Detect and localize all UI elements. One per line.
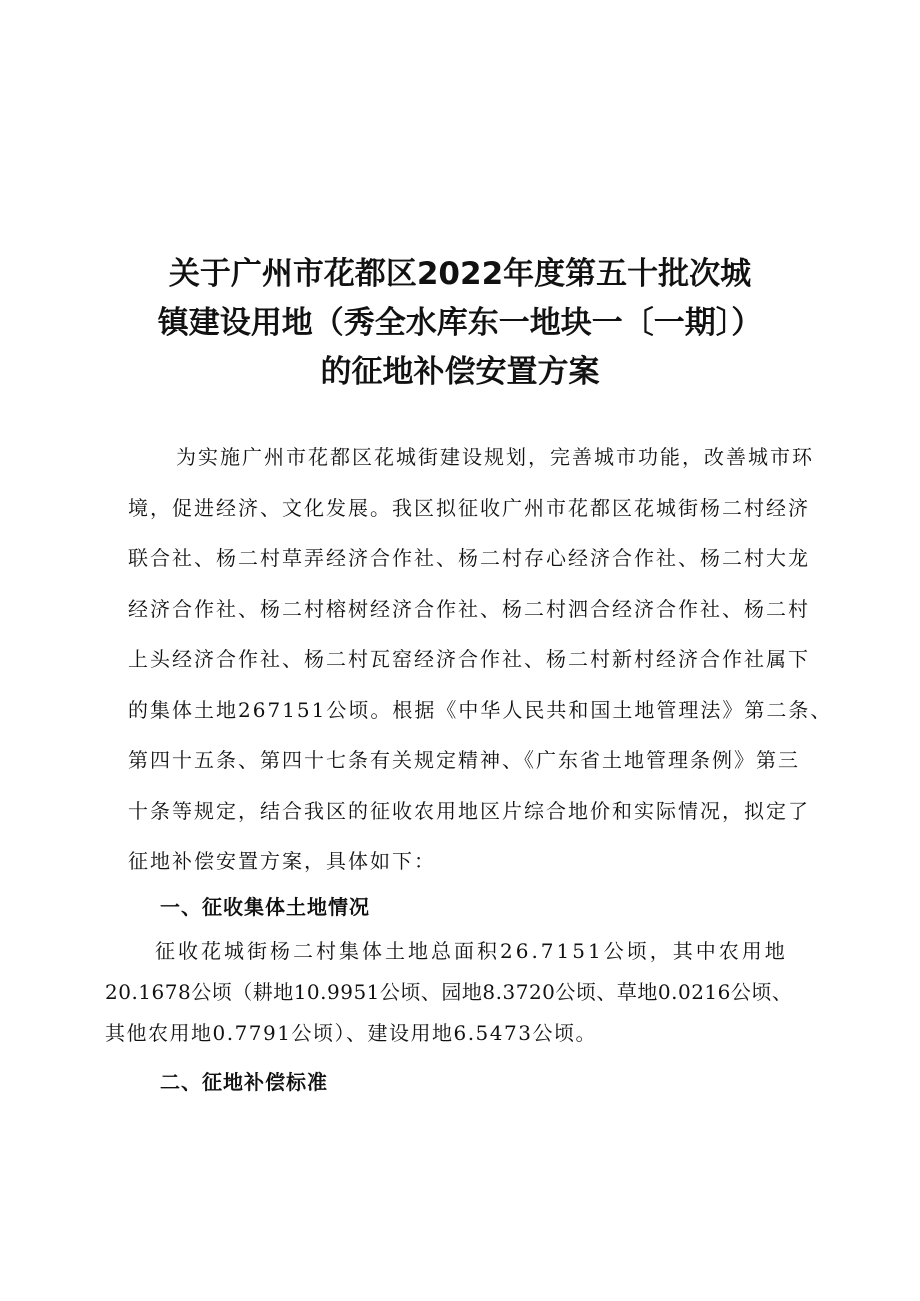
section-heading-compensation-standard: 二、征地补偿标准 [160,1070,328,1094]
paragraph-line: 为实施广州市花都区花城街建设规划，完善城市功能，改善城市环 [176,445,814,469]
title-line: 关于广州市花都区2022年度第五十批次城 [168,256,752,292]
title-line: 的征地补偿安置方案 [320,354,600,390]
paragraph-line: 经济合作社、杨二村榕树经济合作社、杨二村泗合经济合作社、杨二村 [128,596,810,621]
paragraph-line: 的集体土地267151公顷。根据《中华人民共和国土地管理法》第二条、 [128,697,833,722]
paragraph-line: 征地补偿安置方案，具体如下： [128,849,436,873]
section1-paragraph [105,931,865,1054]
paragraph-line: 征收花城街杨二村集体土地总面积26.7151公顷，其中农用地 [155,939,788,963]
paragraph-line: 联合社、杨二村草弄经济合作社、杨二村存心经济合作社、杨二村大龙 [128,546,810,570]
title-line: 镇建设用地（秀全水库东一地块一〔一期〕） [157,305,763,341]
document-title [0,250,920,397]
paragraph-line: 20.1678公顷（耕地10.9951公顷、园地8.3720公顷、草地0.0216公顷、 [105,980,793,1004]
paragraph-line: 境，促进经济、文化发展。我区拟征收广州市花都区花城街杨二村经济 [128,495,810,520]
section-heading-land-status: 一、征收集体土地情况 [160,895,370,919]
intro-paragraph [128,432,848,887]
paragraph-line: 上头经济合作社、杨二村瓦窑经济合作社、杨二村新村经济合作社属下 [128,647,810,671]
paragraph-line: 第四十五条、第四十七条有关规定精神、《广东省土地管理条例》第三 [128,748,800,772]
paragraph-line: 十条等规定，结合我区的征收农用地区片综合地价和实际情况，拟定了 [128,798,810,823]
paragraph-line: 其他农用地0.7791公顷）、建设用地6.5473公顷。 [105,1021,597,1045]
